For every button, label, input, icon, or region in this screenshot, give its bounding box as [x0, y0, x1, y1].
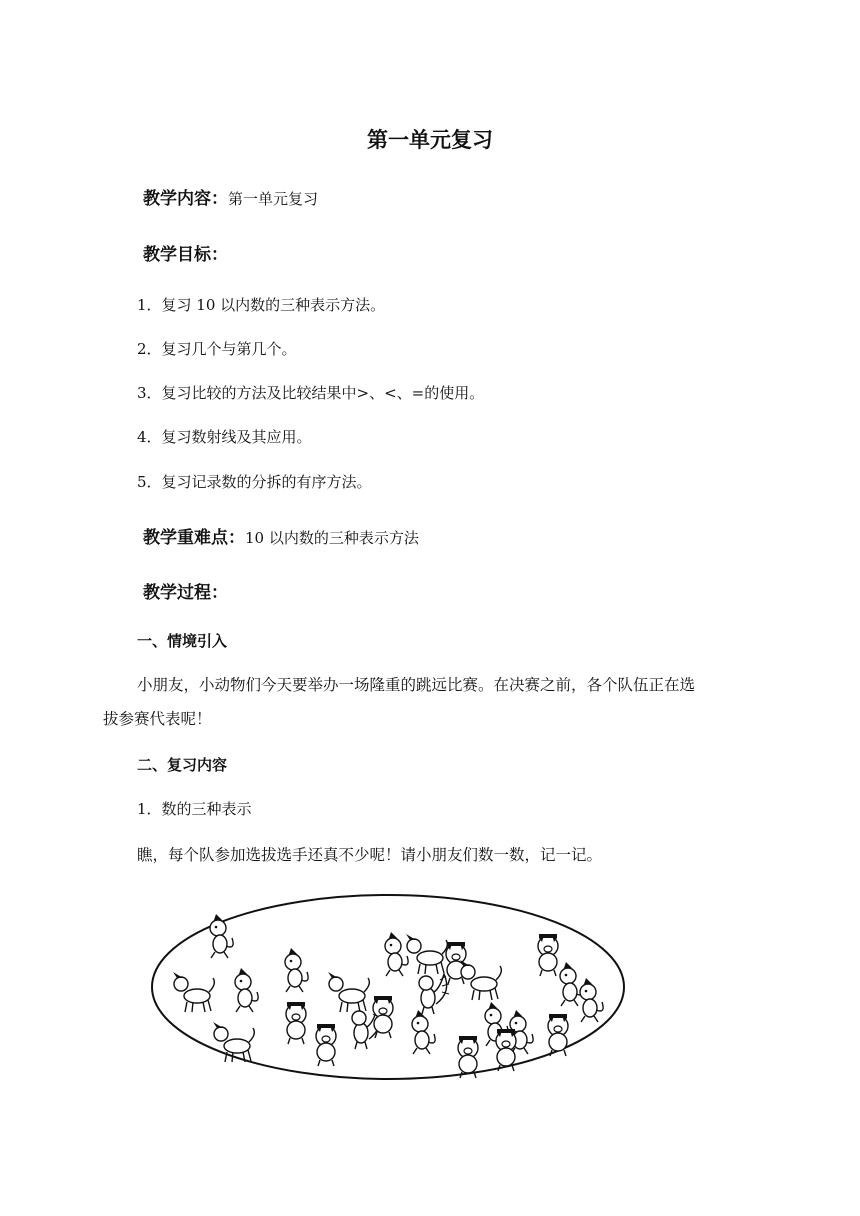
monkey-icon: [285, 948, 308, 992]
monkey-icon: [385, 932, 408, 976]
monkey-icon: [412, 1010, 435, 1054]
content-row: [143, 184, 318, 209]
objective-item: 4．复习数射线及其应用。: [137, 428, 312, 446]
objective-item: 2．复习几个与第几个。: [137, 340, 297, 358]
content-label: 教学内容：: [143, 189, 228, 209]
key-points-value: 10 以内数的三种表示方法: [245, 529, 419, 547]
dog-icon: [328, 972, 369, 1012]
key-points-label: 教学重难点：: [143, 528, 245, 548]
pig-icon: [548, 1014, 568, 1056]
section-heading: 一、情境引入: [137, 632, 228, 650]
pig-icon: [286, 1002, 306, 1044]
objective-item: 1．复习 10 以内数的三种表示方法。: [137, 296, 386, 314]
content-value: 第一单元复习: [228, 190, 319, 208]
objective-item: 3．复习比较的方法及比较结果中>、<、=的使用。: [137, 384, 485, 402]
pig-icon: [316, 1024, 336, 1066]
section-heading: 二、复习内容: [137, 756, 228, 774]
paragraph-line: 拔参赛代表呢！: [103, 710, 212, 728]
monkey-icon: [210, 914, 233, 958]
objectives-label: 教学目标：: [143, 245, 228, 265]
monkey-icon: [560, 962, 583, 1006]
subsection-title: 1．数的三种表示: [137, 800, 252, 818]
page-title: 第一单元复习: [367, 128, 493, 152]
dog-icon: [460, 960, 501, 1000]
paragraph-line: 小朋友，小动物们今天要举办一场隆重的跳远比赛。在决赛之前，各个队伍正在选: [137, 676, 696, 694]
monkey-icon: [580, 978, 603, 1022]
process-label: 教学过程：: [143, 583, 228, 603]
objective-item: 5．复习记录数的分拆的有序方法。: [137, 473, 372, 491]
monkey-icon: [235, 968, 258, 1012]
pig-icon: [538, 934, 558, 976]
paragraph-line: 瞧，每个队参加选拔选手还真不少呢！请小朋友们数一数，记一记。: [137, 846, 603, 864]
dog-icon: [406, 934, 447, 974]
squirrel-icon: [419, 974, 449, 1014]
key-points-row: [143, 523, 419, 548]
animals-illustration: [148, 892, 628, 1082]
dog-icon: [173, 972, 214, 1012]
